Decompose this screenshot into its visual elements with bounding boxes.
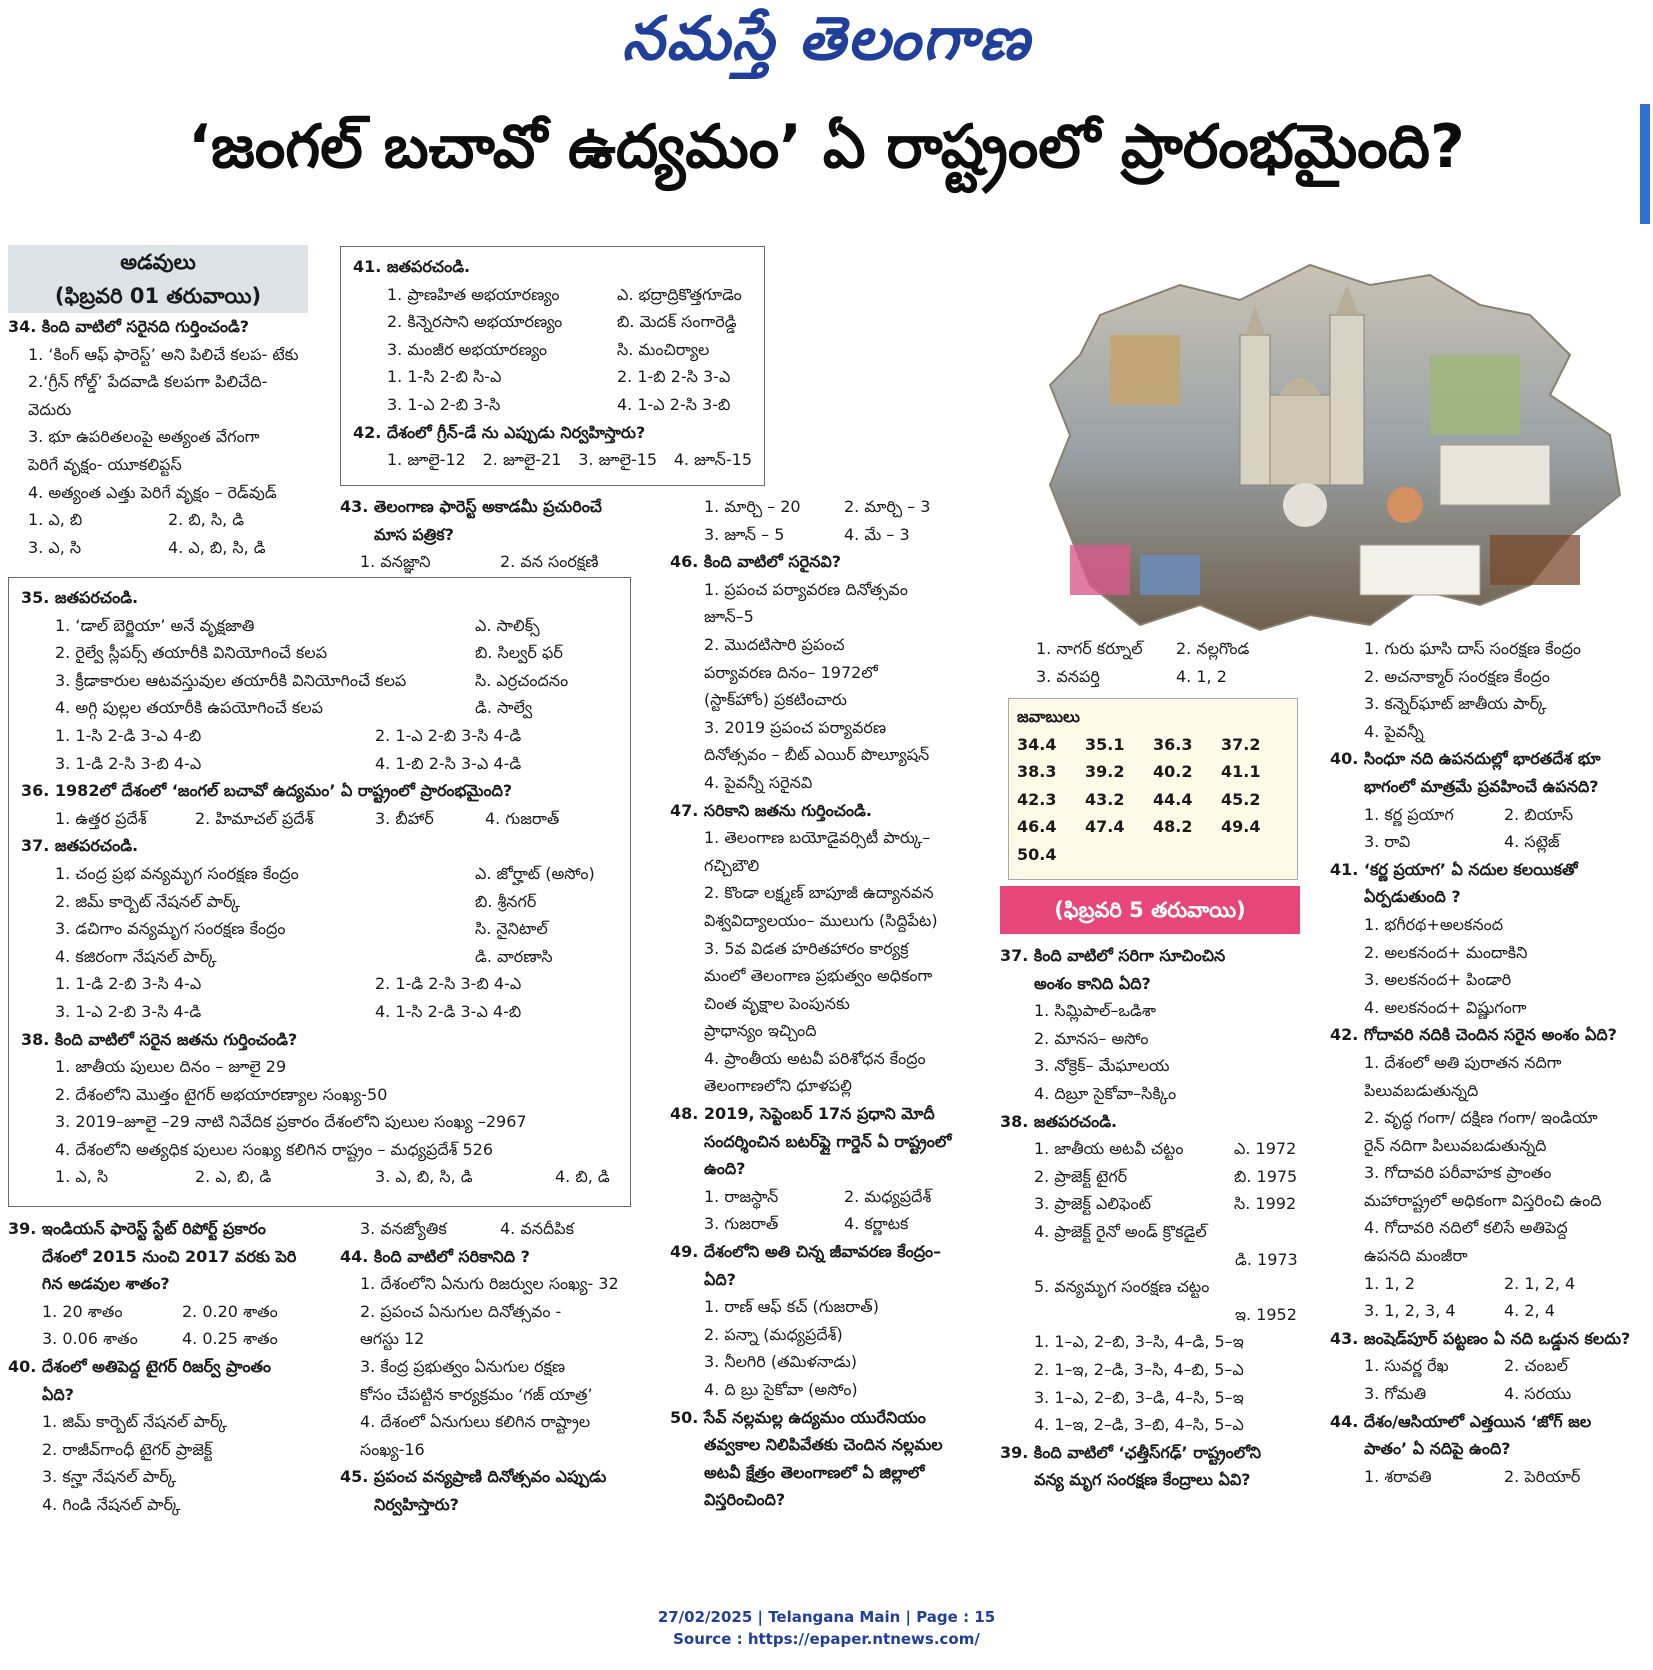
option: 3. గోదావరి పరీవాహక ప్రాంతం bbox=[1364, 1163, 1552, 1183]
answer: 50.4 bbox=[1017, 844, 1057, 864]
choice: 4. 1-సి 2-డి 3-ఎ 4-బి bbox=[375, 1001, 522, 1021]
option: వెదురు bbox=[28, 399, 72, 419]
option: 1. జాతీయ పులుల దినం – జూలై 29 bbox=[55, 1057, 287, 1077]
choice: 3. 1, 2, 3, 4 bbox=[1364, 1301, 1456, 1321]
option: 1. దేశంలో అతి పురాతన నదిగా bbox=[1364, 1052, 1562, 1072]
option: 4. పైవన్నీ bbox=[1364, 721, 1424, 741]
answer: 41.1 bbox=[1221, 762, 1261, 782]
option: 4. దేశంలోని అత్యధిక పులుల సంఖ్య కలిగిన రాష్ట్రం – మధ్యప్రదేశ్ 526 bbox=[55, 1139, 494, 1159]
match-left: 2. రైల్వే స్లీపర్స్ తయారీకి వినియోగించే కలప bbox=[55, 643, 328, 663]
choice: 1. ఉత్తర ప్రదేశ్ bbox=[55, 808, 147, 828]
option: 3. 2019–జూలై –29 నాటి నివేదిక ప్రకారం దేశంలోని పులుల సంఖ్య –2967 bbox=[55, 1112, 527, 1132]
answer-row bbox=[1017, 731, 1289, 759]
choice: 3. 0.06 శాతం bbox=[42, 1329, 138, 1349]
option: 4. ది బ్రు సైకోవా (అసోం) bbox=[704, 1380, 858, 1399]
match-right: బి. మెదక్ సంగారెడ్డి bbox=[617, 312, 737, 332]
option: దినోత్సవం – బీట్ ఎయిర్ పొల్యూషన్ bbox=[704, 745, 930, 765]
question-37: 37. జతపరచండి. bbox=[21, 836, 139, 856]
match-left: 2. ప్రాజెక్ట్ టైగర్ bbox=[1034, 1166, 1128, 1186]
choice: 3. ఎ, సి bbox=[28, 537, 82, 557]
choice: 4. 1-బి 2-సి 3-ఎ 4-డి bbox=[375, 753, 522, 773]
option: 3. కన్హా నేషనల్ పార్క్ bbox=[42, 1467, 177, 1487]
question-37b-cont: అంశం కానిది ఏది? bbox=[1034, 973, 1151, 993]
match-right: ఇ. 1952 bbox=[1235, 1304, 1297, 1324]
choice: 2. 0.20 శాతం bbox=[182, 1301, 278, 1321]
question-42b: 42. గోదావరి నదికి చెందిన సరైన అంశం ఏది? bbox=[1330, 1025, 1617, 1045]
match-left: 2. కిన్నెరసాని అభయారణ్యం bbox=[387, 312, 563, 332]
match-right: ఎ. జోర్హాట్ (అసోం) bbox=[475, 863, 595, 883]
question-40b: 40. సింధూ నది ఉపనదుల్లో భారతదేశ భూ bbox=[1330, 749, 1601, 769]
option: 4. అత్యంత ఎత్తు పెరిగే వృక్షం – రెడ్‌వుడ్ bbox=[28, 482, 277, 502]
answer: 35.1 bbox=[1085, 734, 1125, 754]
choice: 3. 1-డి 2-సి 3-బి 4-ఎ bbox=[55, 753, 202, 773]
option: 4. ప్రాంతీయ అటవీ పరిశోధన కేంద్రం bbox=[704, 1048, 926, 1068]
option: కోసం చేపట్టిన కార్యక్రమం ‘గజ్ యాత్ర’ bbox=[360, 1384, 593, 1404]
option: గచ్చిబౌలి bbox=[704, 855, 760, 875]
question-38b: 38. జతపరచండి. bbox=[1000, 1111, 1118, 1131]
choice: 2. 1-డి 2-సి 3-బి 4-ఎ bbox=[375, 974, 522, 994]
column-4-bottom bbox=[1000, 942, 1330, 1494]
section-title: అడవులు bbox=[120, 250, 196, 274]
choice: 1. 20 శాతం bbox=[42, 1301, 123, 1321]
answer: 36.3 bbox=[1153, 734, 1193, 754]
answer: 48.2 bbox=[1153, 817, 1193, 837]
match-left: 3. డచిగాం వన్యమృగ సంరక్షణ కేంద్రం bbox=[55, 919, 286, 939]
choice: 3. 1-ఎ 2-బి 3-సి bbox=[387, 394, 501, 414]
question-44b: 44. దేశం/ఆసియాలో ఎత్తయిన ‘జోగ్ జల bbox=[1330, 1411, 1592, 1431]
option: 4. అలకనంద+ విష్ణుగంగా bbox=[1364, 997, 1527, 1017]
choice: 3. 1-ఎ 2-బి 3-సి 4-డి bbox=[55, 1001, 202, 1021]
match-right: సి. ఎర్రచందనం bbox=[475, 670, 569, 690]
option: 1. ప్రపంచ పర్యావరణ దినోత్సవం bbox=[704, 579, 908, 599]
answer-key-box bbox=[1008, 698, 1298, 880]
match-left: 4. కజిరంగా నేషనల్ పార్క్ bbox=[55, 946, 217, 966]
answer: 40.2 bbox=[1153, 762, 1193, 782]
choice: 2. హిమాచల్ ప్రదేశ్ bbox=[195, 808, 314, 828]
masthead-logo: నమస్తే తెలంగాణ bbox=[621, 4, 1032, 74]
option: 2. అలకనంద+ మందాకిని bbox=[1364, 942, 1528, 962]
choice: 2. బియాస్ bbox=[1504, 804, 1574, 824]
choice: 3. జూలై-15 bbox=[578, 450, 658, 470]
choice: 1. 1-సి 2-బి సి-ఎ bbox=[387, 367, 502, 387]
match-left: 1. చంద్ర ప్రభ వన్యమృగ సంరక్షణ కేంద్రం bbox=[55, 863, 299, 883]
match-left: 3. క్రీడాకారుల ఆటవస్తువుల తయారీకి వినియోగించే కలప bbox=[55, 670, 407, 690]
option: 2. కొండా లక్ష్మణ్ బాపూజీ ఉద్యానవన bbox=[704, 883, 934, 903]
question-44b-cont: పాతం’ ఏ నదిపై ఉంది? bbox=[1364, 1439, 1511, 1459]
match-right: డి. వారణాసి bbox=[475, 946, 553, 966]
match-left: 2. జిమ్ కార్బెట్ నేషనల్ పార్క్ bbox=[55, 891, 240, 911]
match-right: ఎ. భద్రాద్రికొత్తగూడెం bbox=[617, 284, 742, 304]
column-4 bbox=[1002, 635, 1332, 690]
choice: 4. కర్ణాటక bbox=[844, 1214, 909, 1234]
choice: 2. చంబల్ bbox=[1504, 1356, 1568, 1376]
answer: 38.3 bbox=[1017, 762, 1057, 782]
option: 2. వృద్ధ గంగా/ దక్షిణ గంగా/ ఇండియా bbox=[1364, 1108, 1598, 1128]
column-1-bottom bbox=[8, 1215, 338, 1519]
choice: 2. 1–ఇ, 2–డి, 3–సి, 4–బి, 5–ఎ bbox=[1034, 1359, 1244, 1379]
column-2-top bbox=[340, 493, 670, 576]
footer-date-page: 27/02/2025 | Telangana Main | Page : 15 bbox=[657, 1608, 996, 1626]
option: విశ్వవిద్యాలయం– ములుగు (సిద్దిపేట) bbox=[704, 910, 938, 930]
choice: 4. 1–ఇ, 2–డి, 3–బి, 4–సి, 5–ఎ bbox=[1034, 1415, 1244, 1435]
choice: 3. ఎ, బి, సి, డి bbox=[375, 1167, 473, 1187]
option: 2. అచనాక్మార్ సంరక్షణ కేంద్రం bbox=[1364, 666, 1550, 686]
page-headline: ‘జంగల్ బచావో ఉద్యమం’ ఏ రాష్ట్రంలో ప్రారంభమైంది? bbox=[188, 112, 1465, 182]
choice: 1. 1-సి 2-డి 3-ఎ 4-బి bbox=[55, 725, 202, 745]
choice: 3. వనజ్యోతిక bbox=[360, 1219, 447, 1238]
answer: 39.2 bbox=[1085, 762, 1125, 782]
question-39b: 39. కింది వాటిలో ‘ఛత్తీస్‌గఢ్’ రాష్ట్రంలోని bbox=[1000, 1442, 1261, 1462]
option: సంఖ్య-16 bbox=[360, 1439, 425, 1459]
option: 2. మానస– అసోం bbox=[1034, 1028, 1149, 1048]
question-44: 44. కింది వాటిలో సరికానిది ? bbox=[340, 1246, 530, 1266]
answer: 47.4 bbox=[1085, 817, 1125, 837]
match-right: డి. 1973 bbox=[1235, 1249, 1298, 1269]
question-38: 38. కింది వాటిలో సరైన జతను గుర్తించండి? bbox=[21, 1029, 298, 1049]
choice: 1. సువర్ణ రేఖ bbox=[1364, 1356, 1449, 1376]
question-41b: 41. ‘కర్ణ ప్రయాగ’ ఏ నదుల కలయికతో bbox=[1330, 859, 1578, 879]
match-left: 4. ప్రాజెక్ట్ రైనో అండ్ క్రొకడైల్ bbox=[1034, 1221, 1207, 1241]
question-50-cont: తవ్వకాల నిలిపివేతకు చెందిన నల్లమల bbox=[704, 1435, 943, 1455]
choice: 3. 1–ఎ, 2–బి, 3–డి, 4–సి, 5–ఇ bbox=[1034, 1387, 1244, 1407]
choice: 1. నాగర్ కర్నూల్ bbox=[1036, 639, 1143, 658]
option: 4. గిండి నేషనల్ పార్క్ bbox=[42, 1494, 181, 1514]
option: 3. 5వ విడత హరితహారం కార్యక్ర bbox=[704, 938, 909, 958]
option: 1. ‘కింగ్ ఆఫ్ ఫారెస్ట్’ అని పిలిచే కలప- టేకు bbox=[28, 344, 299, 364]
option: 2. ప్రపంచ ఏనుగుల దినోత్సవం - bbox=[360, 1301, 562, 1321]
section-header-feb5: (ఫిబ్రవరి 5 తరువాయి) bbox=[1000, 886, 1300, 934]
match-right: బి. 1975 bbox=[1234, 1166, 1298, 1186]
question-50-cont: విస్తరించింది? bbox=[704, 1490, 786, 1510]
choice: 1. వనజ్ఞాని bbox=[360, 552, 431, 572]
option: 1. సిమ్లిపాల్–ఒడిశా bbox=[1034, 1001, 1156, 1021]
choice: 4. బి, డి bbox=[555, 1167, 610, 1187]
choice: 2. పెరియార్ bbox=[1504, 1466, 1581, 1486]
option: 3. నీలగిరి (తమిళనాడు) bbox=[704, 1352, 858, 1372]
question-43: 43. తెలంగాణ ఫారెస్ట్ అకాడమీ ప్రచురించే bbox=[340, 497, 602, 516]
option: 2. పన్నా (మధ్యప్రదేశ్) bbox=[704, 1324, 843, 1344]
match-right: సి. మంచిర్యాల bbox=[617, 339, 710, 359]
option: జూన్–5 bbox=[704, 607, 754, 627]
choice: 2. నల్లగొండ bbox=[1176, 639, 1250, 658]
choice: 3. బీహార్ bbox=[375, 808, 434, 828]
option: ప్రాధాన్యం ఇచ్చింది bbox=[704, 1021, 817, 1041]
option: 1. జిమ్ కార్బెట్ నేషనల్ పార్క్ bbox=[42, 1412, 227, 1432]
question-48-cont: సందర్శించిన బటర్‌ఫ్లై గార్డెన్ ఏ రాష్ట్రంలో bbox=[704, 1131, 952, 1151]
option: 2. రాజీవ్‌గాంధీ టైగర్ ప్రాజెక్ట్ bbox=[42, 1439, 213, 1459]
match-left: 3. మంజీర అభయారణ్యం bbox=[387, 339, 547, 359]
column-5 bbox=[1330, 635, 1650, 1490]
question-36: 36. 1982లో దేశంలో ‘జంగల్ బచావో ఉద్యమం’ ఏ రాష్ట్రంలో ప్రారంభమైంది? bbox=[21, 781, 513, 801]
answer-key-title: జవాబులు bbox=[1017, 707, 1080, 726]
question-34: 34. కింది వాటిలో సరైనది గుర్తించండి? bbox=[8, 317, 250, 336]
choice: 4. 1, 2 bbox=[1176, 666, 1227, 686]
answer: 45.2 bbox=[1221, 789, 1261, 809]
answer: 42.3 bbox=[1017, 789, 1057, 809]
match-left: 5. వన్యమృగ సంరక్షణ చట్టం bbox=[1034, 1277, 1210, 1297]
option: 2. మొదటిసారి ప్రపంచ bbox=[704, 634, 845, 654]
question-45-cont: నిర్వహిస్తారు? bbox=[374, 1494, 459, 1514]
question-39-cont: దేశంలో 2015 నుంచి 2017 వరకు పెరి bbox=[42, 1246, 297, 1266]
question-50: 50. సేవ్ నల్లమల్ల ఉద్యమం యురేనియం bbox=[670, 1407, 926, 1427]
option: 3. నోక్రెక్– మేఘాలయ bbox=[1034, 1056, 1170, 1076]
option: 1. తెలంగాణ బయోడైవర్సిటీ పార్కు– bbox=[704, 828, 931, 848]
choice: 4. వనదీపిక bbox=[500, 1219, 574, 1238]
match-right: సి. 1992 bbox=[1234, 1194, 1297, 1214]
option: తెలంగాణలోని ధూళపల్లి bbox=[704, 1076, 852, 1096]
question-41: 41. జతపరచండి. bbox=[353, 257, 471, 276]
answer: 37.2 bbox=[1221, 734, 1261, 754]
question-35: 35. జతపరచండి. bbox=[21, 588, 139, 607]
choice: 4. 2, 4 bbox=[1504, 1301, 1555, 1321]
question-42: 42. దేశంలో గ్రీన్-డే ను ఎప్పుడు నిర్వహిస్తారు? bbox=[353, 422, 646, 442]
question-39-cont: గిన అడవుల శాతం? bbox=[42, 1274, 170, 1294]
answer: 49.4 bbox=[1221, 817, 1261, 837]
question-50-cont: అటవీ క్షేత్రం తెలంగాణలో ఏ జిల్లాలో bbox=[704, 1462, 925, 1482]
choice: 2. 1-బి 2-సి 3-ఎ bbox=[617, 367, 731, 387]
choice: 2. 1-ఎ 2-బి 3-సి 4-డి bbox=[375, 725, 522, 745]
question-48: 48. 2019, సెప్టెంబర్ 17న ప్రధాని మోదీ bbox=[670, 1104, 935, 1124]
answer: 34.4 bbox=[1017, 734, 1057, 754]
option: మహారాష్ట్రలో అధికంగా విస్తరించి ఉంది bbox=[1364, 1190, 1602, 1210]
question-49-cont: ఏది? bbox=[704, 1269, 736, 1289]
option: 3. భూ ఉపరితలంపై అత్యంత వేగంగా bbox=[28, 427, 260, 447]
match-right: ఎ. సాలిక్స్ bbox=[475, 615, 540, 635]
choice: 4. 1-ఎ 2-సి 3-బి bbox=[617, 394, 731, 414]
choice: 3. గోమతి bbox=[1364, 1384, 1427, 1404]
choice: 4. జూన్-15 bbox=[673, 450, 752, 470]
option: పెరిగే వృక్షం- యూకలిప్టస్ bbox=[28, 454, 182, 474]
option: 1. భగీరథ+అలకనంద bbox=[1364, 914, 1504, 934]
match-right: ఎ. 1972 bbox=[1234, 1139, 1297, 1159]
choice: 2. మార్చి – 3 bbox=[844, 497, 931, 516]
match-left: 1. ‘డాల్ బెర్జియా’ అనే వృక్షజాతి bbox=[55, 615, 255, 635]
question-40: 40. దేశంలో అతిపెద్ద టైగర్ రిజర్వ్ ప్రాంతం bbox=[8, 1356, 272, 1376]
choice: 1. రాజస్థాన్ bbox=[704, 1186, 779, 1206]
section-header-forests bbox=[8, 245, 308, 313]
choice: 2. 1, 2, 4 bbox=[1504, 1273, 1576, 1293]
option: 3. అలకనంద+ పిండారి bbox=[1364, 970, 1512, 990]
option: 4. గోదావరి నదిలో కలిసే అతిపెద్ద bbox=[1364, 1218, 1568, 1238]
choice: 4. 0.25 శాతం bbox=[182, 1329, 278, 1349]
choice: 1. ఎ, సి bbox=[55, 1167, 109, 1187]
option: 3. కన్నెర్‌ఘాట్ జాతీయ పార్క్ bbox=[1364, 694, 1547, 714]
option: చింత వృక్షాల పెంపునకు bbox=[704, 993, 850, 1013]
option: పిలువబడుతున్నది bbox=[1364, 1080, 1479, 1100]
column-3 bbox=[670, 493, 990, 1514]
option: (స్టాక్‌హోం) ప్రకటించారు bbox=[704, 690, 847, 710]
telangana-landmarks-collage bbox=[1010, 245, 1630, 633]
choice: 2. ఎ, బి, డి bbox=[195, 1167, 272, 1187]
choice: 4. ఎ, బి, సి, డి bbox=[168, 537, 266, 557]
choice: 2. జూలై-21 bbox=[482, 450, 562, 470]
match-left: 1. జాతీయ అటవీ చట్టం bbox=[1034, 1139, 1184, 1159]
option: రైన్ నదిగా పిలువబడుతున్నది bbox=[1364, 1135, 1547, 1155]
answer-row bbox=[1017, 841, 1289, 869]
footer-source-link[interactable]: Source : https://epaper.ntnews.com/ bbox=[673, 1630, 980, 1648]
option: 4. దిబ్రూ సైకోవా–సిక్కిం bbox=[1034, 1083, 1177, 1103]
column-2-bottom bbox=[340, 1215, 670, 1519]
choice: 4. సరయు bbox=[1504, 1384, 1572, 1404]
choice: 1. కర్ణ ప్రయాగ bbox=[1364, 804, 1454, 824]
choice: 1. ఎ, బి bbox=[28, 510, 83, 530]
question-39: 39. ఇండియన్ ఫారెస్ట్ స్టేట్ రిపోర్ట్ ప్రకారం bbox=[8, 1219, 266, 1238]
question-49: 49. దేశంలోని అతి చిన్న జీవావరణ కేంద్రం– bbox=[670, 1242, 942, 1262]
telangana-map-image bbox=[1010, 245, 1630, 633]
question-47: 47. సరికాని జతను గుర్తించండి. bbox=[670, 800, 872, 820]
question-37b: 37. కింది వాటిలో సరిగా సూచించిన bbox=[1000, 946, 1226, 965]
option: 3. 2019 ప్రపంచ పర్యావరణ bbox=[704, 717, 887, 737]
choice: 4. గుజరాత్ bbox=[485, 808, 560, 828]
option: 2. దేశంలోని మొత్తం టైగర్ అభయారణ్యాల సంఖ్య-50 bbox=[55, 1084, 388, 1104]
match-right: బి. శ్రీనగర్ bbox=[475, 891, 537, 911]
answer-row bbox=[1017, 813, 1289, 841]
answer: 44.4 bbox=[1153, 789, 1193, 809]
answer-row bbox=[1017, 758, 1289, 786]
option: పర్యావరణ దినం– 1972లో bbox=[704, 662, 878, 682]
question-40-cont: ఏది? bbox=[42, 1384, 74, 1404]
question-40b-cont: భాగంలో మాత్రమే ప్రవహించే ఉపనది? bbox=[1364, 776, 1599, 796]
choice: 2. బి, సి, డి bbox=[168, 510, 245, 530]
choice: 3. వనపర్తి bbox=[1036, 666, 1100, 686]
question-43b: 43. జంషెడ్‌పూర్ పట్టణం ఏ నది ఒడ్డున కలదు? bbox=[1330, 1328, 1631, 1348]
choice: 1. 1, 2 bbox=[1364, 1273, 1415, 1293]
option: 1. గురు ఘాసి దాస్ సంరక్షణ కేంద్రం bbox=[1364, 639, 1582, 658]
match-left: 3. ప్రాజెక్ట్ ఎలిఫెంట్ bbox=[1034, 1194, 1151, 1214]
question-48-cont: ఉంది? bbox=[704, 1159, 746, 1179]
question-box-35-38 bbox=[8, 577, 631, 1207]
question-box-41-42 bbox=[340, 246, 765, 486]
section-subtitle: (ఫిబ్రవరి 01 తరువాయి) bbox=[54, 284, 262, 308]
choice: 4. సట్లెజ్ bbox=[1504, 832, 1560, 852]
option: 1. రాణ్ ఆఫ్ కచ్ (గుజరాత్) bbox=[704, 1297, 879, 1317]
answer: 46.4 bbox=[1017, 817, 1057, 837]
choice: 3. జూన్ – 5 bbox=[704, 524, 785, 544]
footer bbox=[0, 1606, 1653, 1650]
question-41b-cont: ఏర్పడుతుంది ? bbox=[1364, 887, 1461, 907]
choice: 2. వన సంరక్షణి bbox=[500, 552, 599, 572]
question-43-cont: మాస పత్రిక? bbox=[374, 524, 454, 544]
answer: 43.2 bbox=[1085, 789, 1125, 809]
choice: 2. మధ్యప్రదేశ్ bbox=[844, 1186, 932, 1206]
question-39b-cont: వన్య మృగ సంరక్షణ కేంద్రాలు ఏవి? bbox=[1034, 1470, 1251, 1490]
option: మంలో తెలంగాణ ప్రభుత్వం అధికంగా bbox=[704, 966, 933, 986]
choice: 4. మే – 3 bbox=[844, 524, 910, 544]
option: ఆగస్టు 12 bbox=[360, 1329, 425, 1349]
choice: 1. 1-డి 2-బి 3-సి 4-ఎ bbox=[55, 974, 202, 994]
answer-row bbox=[1017, 786, 1289, 814]
match-left: 4. అగ్గి పుల్లల తయారీకి ఉపయోగించే కలప bbox=[55, 698, 324, 718]
option: 4. పైవన్నీ సరైనవి bbox=[704, 772, 813, 792]
option: ఉపనది మంజీరా bbox=[1364, 1246, 1468, 1266]
match-left: 1. ప్రాణహిత అభయారణ్యం bbox=[387, 284, 560, 304]
column-1 bbox=[8, 245, 308, 561]
match-right: సి. నైనిటాల్ bbox=[475, 919, 548, 939]
choice: 1. శరావతి bbox=[1364, 1466, 1432, 1486]
choice: 1. 1–ఎ, 2–బి, 3–సి, 4–డి, 5–ఇ bbox=[1034, 1332, 1244, 1352]
match-right: బి. సిల్వర్ ఫర్ bbox=[475, 643, 563, 663]
option: 2.‘గ్రీన్ గోల్డ్’ పేదవాడి కలపగా పిలిచేది- bbox=[28, 372, 268, 392]
option: 3. కేంద్ర ప్రభుత్వం ఏనుగుల రక్షణ bbox=[360, 1356, 566, 1376]
choice: 1. మార్చి – 20 bbox=[704, 497, 801, 516]
option: 1. దేశంలోని ఏనుగు రిజర్వుల సంఖ్య- 32 bbox=[360, 1274, 619, 1294]
choice: 3. గుజరాత్ bbox=[704, 1214, 779, 1234]
match-right: డి. సాల్వే bbox=[475, 698, 533, 718]
choice: 3. రావి bbox=[1364, 832, 1411, 852]
question-46: 46. కింది వాటిలో సరైనవి? bbox=[670, 552, 842, 572]
option: 4. దేశంలో ఏనుగులు కలిగిన రాష్ట్రాల bbox=[360, 1412, 591, 1432]
choice: 1. జూలై-12 bbox=[387, 450, 466, 470]
question-45: 45. ప్రపంచ వన్యప్రాణి దినోత్సవం ఎప్పుడు bbox=[340, 1467, 607, 1487]
